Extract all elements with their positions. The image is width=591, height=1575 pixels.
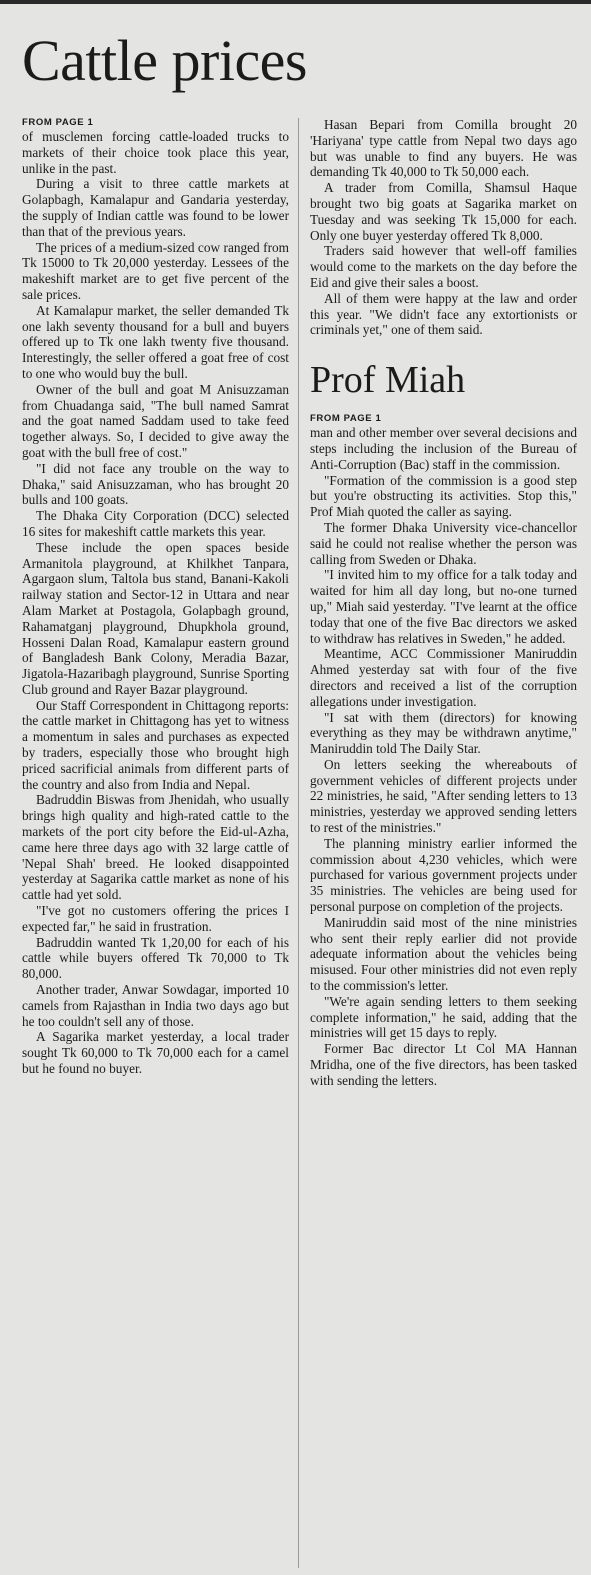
headline-prof-miah: Prof Miah: [310, 359, 466, 402]
paragraph: "We're again sending letters to them seeking complete information," he said, adding that the ministries will get 15 days to reply.: [310, 993, 577, 1041]
paragraph: Badruddin Biswas from Jhenidah, who usually brings high quality and high-rated cattle to the markets of the port city before the Eid-ul-Azha, came here three days ago with 32 large cattle of 'Nepal Shah' breed. He looked disappointed yesterday at Sagarika cattle market as none of his cattle had yet sold.: [22, 792, 289, 903]
paragraph: "I've got no customers offering the prices I expected far," he said in frustration.: [22, 903, 289, 934]
paragraph: Former Bac director Lt Col MA Hannan Mridha, one of the five directors, has been tasked with sending the letters.: [310, 1041, 577, 1088]
paragraph: Traders said however that well-off families would come to the markets on the day before the Eid and give their sales a boost.: [310, 243, 577, 290]
paragraph: "I sat with them (directors) for knowing everything as they may be withdrawn anytime," Maniruddin told The Daily Star.: [310, 709, 577, 757]
paragraph: Our Staff Correspondent in Chittagong reports: the cattle market in Chittagong has yet to witness a momentum in sales and purchases as expected by traders, especially those who brought high priced sacrificial animals from different parts of the country and also from India and Nepal.: [22, 697, 289, 792]
paragraph: "Formation of the commission is a good step but you're obstructing its activities. Stop this," Prof Miah quoted the caller as saying.: [310, 472, 577, 520]
left-column: [22, 24, 308, 1077]
paragraph: The former Dhaka University vice-chancellor said he could not realise whether the person was calling from Sweden or Dhaka.: [310, 519, 577, 567]
paragraph: Owner of the bull and goat M Anisuzzaman from Chuadanga said, "The bull named Samrat and the goat named Saddam used to take feed together always. So, I decided to give away the goat with the bull free of cost.": [22, 381, 289, 460]
paragraph: During a visit to three cattle markets at Golapbagh, Kamalapur and Gandaria yesterday, the supply of Indian cattle was found to be lower than that of the previous years.: [22, 176, 289, 239]
paragraph: "I did not face any trouble on the way to Dhaka," said Anisuzzaman, who has brought 20 bulls and 100 goats.: [22, 460, 289, 508]
paragraph: "I invited him to my office for a talk today and waited for him all day long, but no-one turned up," Miah said yesterday. "I've learnt at the office today that one of the five Bac directors we asked to withdraw has relatives in Sweden," he added.: [310, 567, 577, 646]
dateline: FROM PAGE 1: [22, 117, 94, 128]
paragraph: A trader from Comilla, Shamsul Haque brought two big goats at Sagarika market on Tuesday and was seeking Tk 15,000 for each. Only one buyer yesterday offered Tk 8,000.: [310, 180, 577, 243]
paragraph: The prices of a medium-sized cow ranged from Tk 15000 to Tk 20,000 yesterday. Lessees of the makeshift market are to get five percent of the sale prices.: [22, 239, 289, 302]
headline-cattle-prices: Cattle prices: [22, 28, 308, 93]
paragraph: On letters seeking the whereabouts of government vehicles of different projects under 22 ministries, he said, "After sending letters to 13 ministries, yesterday we approved sending letters to rest of the ministries.": [310, 756, 577, 836]
column-divider: [298, 118, 299, 1568]
paragraph: At Kamalapur market, the seller demanded Tk one lakh seventy thousand for a bull and buyers offered up to Tk one lakh twenty five thousand. Interestingly, the seller offered a goat free of cost to one who would buy the bull.: [22, 302, 289, 381]
paragraph: All of them were happy at the law and order this year. "We didn't face any extortionists or criminals yet," one of them said.: [310, 290, 577, 338]
paragraph: Badruddin wanted Tk 1,20,00 for each of his cattle while buyers offered Tk 70,000 to Tk 80,000.: [22, 934, 289, 982]
paragraph: A Sagarika market yesterday, a local trader sought Tk 60,000 to Tk 70,000 each for a camel but he found no buyer.: [22, 1029, 289, 1077]
top-rule: [0, 0, 591, 4]
dateline: FROM PAGE 1: [310, 413, 382, 425]
paragraph: man and other member over several decisions and steps including the inclusion of the Bureau of Anti-Corruption (Bac) staff in the commission.: [310, 425, 577, 472]
paragraph: Another trader, Anwar Sowdagar, imported 10 camels from Rajasthan in India two days ago but he too couldn't sell any of those.: [22, 982, 289, 1029]
paragraph: The planning ministry earlier informed the commission about 4,230 vehicles, which were purchased for various government projects under 35 ministries. The vehicles are being used for personal purpose on completion of the projects.: [310, 835, 577, 915]
paragraph: Meantime, ACC Commissioner Maniruddin Ahmed yesterday sat with four of the five directors and received a list of the corruption allegations under investigation.: [310, 646, 577, 709]
paragraph: Maniruddin said most of the nine ministries who sent their reply earlier did not provide adequate information about the vehicles being misused. Four other ministries did not even reply to the commission's letter.: [310, 914, 577, 994]
right-column: [310, 117, 577, 1089]
paragraph: Hasan Bepari from Comilla brought 20 'Hariyana' type cattle from Nepal two days ago but was unable to find any buyers. He was demanding Tk 40,000 to Tk 50,000 each.: [310, 117, 577, 180]
paragraph: of musclemen forcing cattle-loaded trucks to markets of their choice took place this year, unlike in the past.: [22, 129, 289, 176]
paragraph: These include the open spaces beside Armanitola playground, at Khilkhet Tanpara, Agargaon slum, Taltola bus stand, Banani-Kakoli railway station and Sector-12 in Uttara and near Alam Market at Postagola, Golapbagh ground, Rahamatganj playground, Dhupkhola ground, Hosseni Dalan Road, Kamalapur eastern ground of Bangladesh Bank Colony, Meradia Bazar, Jigatola-Hazaribagh playground, Sunrise Sporting Club ground and Rayer Bazar playground.: [22, 539, 289, 697]
paragraph: The Dhaka City Corporation (DCC) selected 16 sites for makeshift cattle markets this year.: [22, 508, 289, 539]
